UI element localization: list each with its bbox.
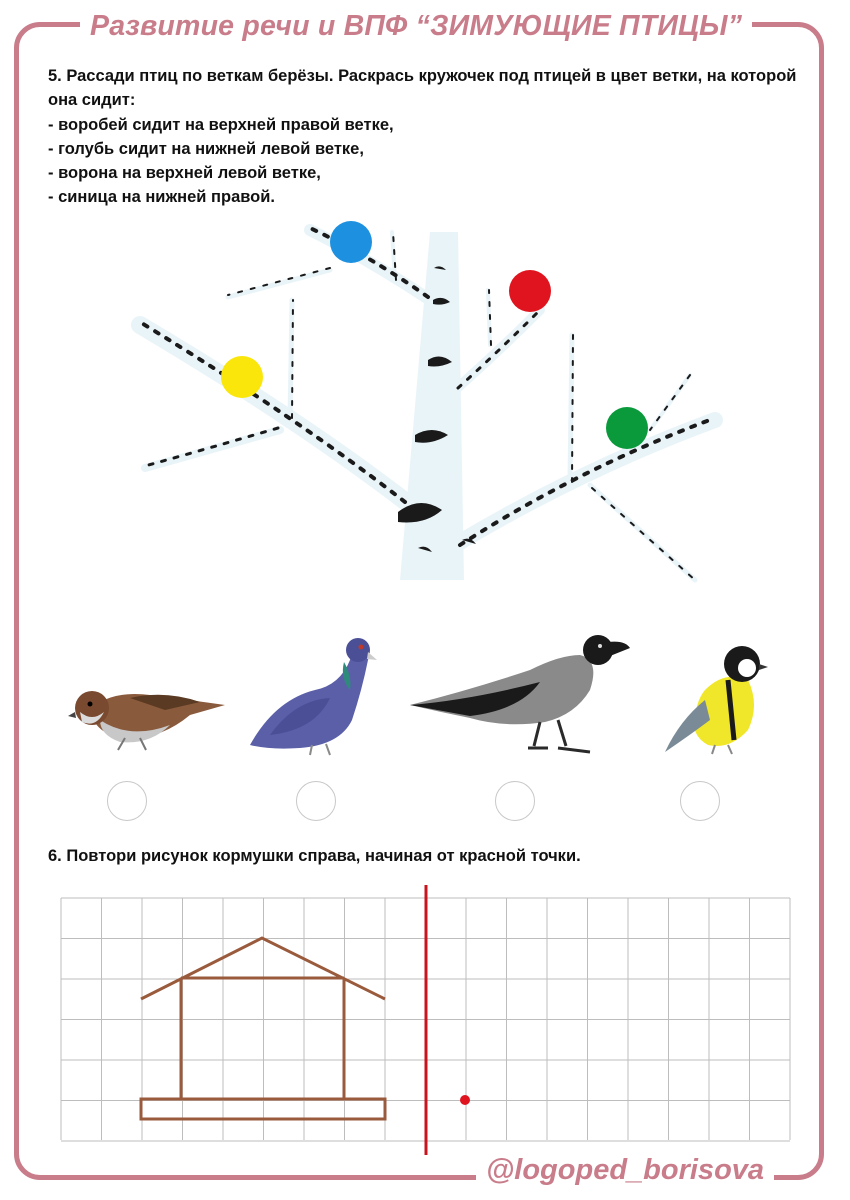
- task-5-heading: 5. Рассади птиц по веткам берёзы. Раскрась кружочек под птицей в цвет ветки, на которой она сидит:: [48, 67, 797, 110]
- task-6-heading: 6. Повтори рисунок кормушки справа, начиная от красной точки.: [48, 847, 581, 865]
- task-5-item: - синица на нижней правой.: [48, 188, 275, 207]
- task-5-item: - воробей сидит на верхней правой ветке,: [48, 115, 394, 134]
- start-point-dot[interactable]: [460, 1095, 470, 1105]
- task-5-item: - голубь сидит на нижней левой ветке,: [48, 139, 364, 158]
- author-handle: @logoped_borisova: [476, 1150, 774, 1190]
- page-title: Развитие речи и ВПФ “ЗИМУЮЩИЕ ПТИЦЫ”: [80, 6, 752, 46]
- task-5-item: - ворона на верхней левой ветке,: [48, 164, 321, 183]
